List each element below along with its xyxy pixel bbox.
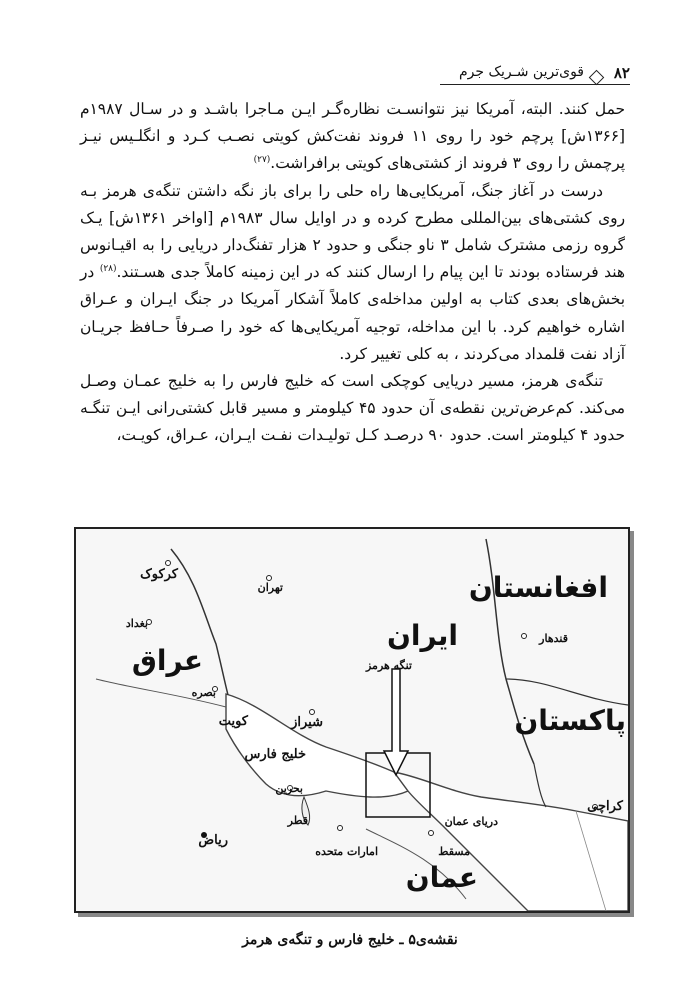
diamond-ornament-icon	[589, 70, 605, 86]
paragraph-1	[80, 96, 625, 178]
strait-arrow-icon	[384, 669, 408, 775]
footnote-27: (۲۷)	[253, 155, 271, 166]
footnote-28: (۲۸)	[99, 264, 117, 275]
label-iran: ایران	[386, 619, 458, 652]
label-shiraz: شیراز	[291, 715, 323, 730]
label-karachi: کراچی	[587, 799, 623, 814]
label-kirkuk: کرکوک	[140, 567, 178, 582]
body-text	[80, 96, 625, 450]
paragraph-3-text: تنگه‌ی هرمز، مسیر دریایی کوچکی است که خلیج فارس را به خلیج عمـان وصـل می‌کند. کم‌عرض‌ترین نقطه‌ی آن حدود ۴۵ کیلومتر و مسیر قابل کشتی‌رانی ایـن تنگـه حدود ۴ کیلومتر است. حدود ۹۰ درصـد کـل تولیـدات نفـت ایـران، عـراق، کویـت،	[80, 372, 625, 445]
tehran-dot	[267, 576, 272, 581]
label-riyadh: ریاض	[198, 833, 228, 848]
shiraz-dot	[310, 710, 315, 715]
kandahar-dot	[522, 634, 527, 639]
paragraph-1-text: حمل کنند. البته، آمریکا نیز نتوانسـت نظاره‌گـر ایـن مـاجرا باشـد و در سـال ۱۹۸۷م [۱۳۶۶ش] پرچم خود را روی ۱۱ فروند نفت‌کش کویتی نصـب کـرد و انگلـیس نیـز پرچمش را روی ۳ فروند از کشتی‌های کویتی برافراشت.	[80, 100, 626, 173]
label-uae: امارات متحده	[315, 845, 378, 858]
paragraph-2-text-after: در بخش‌های بعدی کتاب به اولین مداخله‌ی کاملاً آشکار آمریکا در جنگ ایـران و عـراق اشاره خواهیم کرد. با این مداخله، توجیه آمریکایی‌ها که خود را صـرفاً حـافظ جریـان آزاد نفت قلمداد می‌کردند ، به کلی تغییر کرد.	[80, 263, 625, 363]
map-caption: نقشه‌ی۵ ـ خلیج فارس و تنگه‌ی هرمز	[242, 932, 458, 948]
label-strait: تنگه هرمز	[365, 659, 412, 672]
paragraph-3	[80, 368, 625, 450]
page-number: ۸۲	[613, 64, 630, 82]
running-title: قوی‌ترین شـریک جرم	[459, 64, 584, 80]
label-afghanistan: افغانستان	[468, 571, 608, 604]
label-basra: بصره	[191, 686, 216, 699]
kirkuk-dot	[166, 561, 171, 566]
paragraph-2-text: درست در آغاز جنگ، آمریکایی‌ها راه حلی را برای باز نگه داشتن تنگه‌ی هرمز بـه روی کشتی‌های بین‌المللی مطرح کرده و در اوایل سال ۱۹۸۳م [اواخر ۱۳۶۱ش] یـک گروه رزمی مشترک شامل ۳ ناو جنگی و حدود ۲ هزار تفنگ‌دار دریایی را به اقیـانوس هند فرستاده بودند تا این پیام را ارسال کنند که در این زمینه کاملاً جدی هسـتند.	[80, 181, 625, 282]
label-qatar: قطر	[287, 814, 308, 827]
label-persian-gulf: خلیج فارس	[244, 747, 306, 762]
label-kuwait: کویت	[218, 714, 248, 729]
running-header	[440, 60, 630, 88]
label-baghdad: بغداد	[125, 617, 148, 630]
persian-gulf-water	[226, 694, 408, 797]
paragraph-2	[80, 178, 625, 368]
label-sea-of-oman: دریای عمان	[444, 815, 498, 828]
label-kandahar: قندهار	[539, 632, 568, 645]
label-tehran: تهران	[257, 581, 283, 594]
persian-gulf-map	[74, 527, 630, 913]
afghanistan-pakistan-border	[506, 679, 628, 705]
label-iraq: عراق	[131, 644, 203, 677]
muscat-dot	[429, 831, 434, 836]
uae-dot	[338, 826, 343, 831]
label-muscat: مسقط	[438, 845, 470, 858]
label-bahrain: بحرین	[275, 782, 303, 795]
label-oman: عمان	[405, 861, 478, 894]
label-pakistan: پاکستان	[514, 704, 626, 737]
header-rule	[440, 84, 630, 85]
iran-pakistan-border	[534, 764, 546, 807]
